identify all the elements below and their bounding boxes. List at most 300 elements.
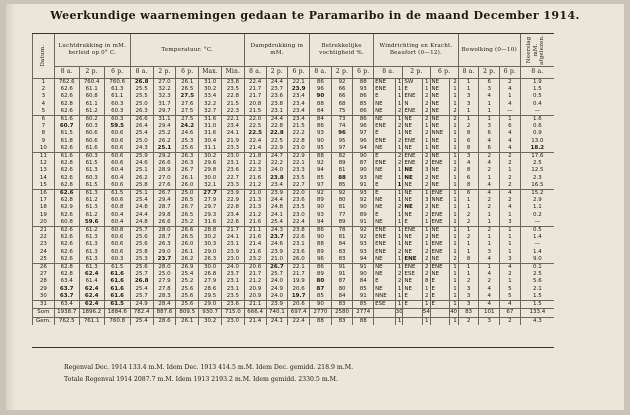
- table-cell: 94: [353, 145, 374, 153]
- table-cell: 21.2: [244, 278, 266, 285]
- table-cell: 1: [395, 256, 403, 264]
- table-cell: 61.6: [104, 271, 130, 278]
- table-cell: 6: [500, 123, 521, 130]
- table-cell: 21.3: [244, 204, 266, 211]
- table-cell: 91: [353, 219, 374, 227]
- table-cell: 28.3: [153, 293, 176, 301]
- table-cell: 81: [331, 167, 353, 174]
- table-cell: 27.0: [153, 175, 176, 182]
- table-cell: 3: [458, 293, 479, 301]
- table-cell: 23.9: [266, 301, 288, 309]
- table-cell: 27.6: [153, 182, 176, 190]
- row-label: 16: [33, 190, 55, 198]
- table-cell: 3: [422, 167, 430, 174]
- table-cell: 3: [458, 93, 479, 100]
- table-cell: 26.6: [153, 219, 176, 227]
- table-cell: 28.8: [199, 227, 222, 235]
- table-cell: 1: [450, 264, 459, 272]
- table-cell: 4: [479, 301, 500, 309]
- observation-table: [32, 34, 554, 325]
- row-label: 17: [33, 197, 55, 204]
- table-cell: 32.2: [199, 101, 222, 108]
- table-cell: 89: [331, 160, 353, 167]
- table-cell: 81: [331, 234, 353, 241]
- table-cell: 24.3: [266, 227, 288, 235]
- table-cell: 2: [479, 227, 500, 235]
- table-cell: 1: [395, 286, 403, 293]
- table-cell: 5: [500, 286, 521, 293]
- sub-header: 6 p.: [288, 67, 310, 79]
- table-cell: 1: [395, 241, 403, 248]
- table-cell: 782.4: [130, 309, 153, 317]
- table-cell: 28.0: [153, 227, 176, 235]
- table-row: [33, 160, 555, 167]
- table-cell: 21.2: [244, 182, 266, 190]
- table-cell: 23.8: [222, 79, 245, 87]
- table-cell: 1: [395, 167, 403, 174]
- table-cell: 31.6: [199, 116, 222, 124]
- table-cell: 1: [450, 219, 459, 227]
- table-cell: 23.4: [222, 212, 245, 219]
- table-cell: 23.1: [288, 241, 310, 248]
- table-cell: 23.5: [222, 86, 245, 93]
- table-cell: NE: [430, 256, 450, 264]
- table-cell: 61.6: [54, 153, 79, 161]
- table-cell: 29.0: [153, 249, 176, 256]
- table-cell: 60.6: [104, 241, 130, 248]
- table-cell: 22.0: [288, 190, 310, 198]
- table-cell: 1: [450, 101, 459, 108]
- table-cell: 61.5: [104, 264, 130, 272]
- table-row: [33, 234, 555, 241]
- table-cell: 23.0: [222, 317, 245, 325]
- row-label: Som: [33, 309, 55, 317]
- table-cell: 60.4: [104, 212, 130, 219]
- table-cell: 21.2: [244, 212, 266, 219]
- table-cell: 29.5: [199, 293, 222, 301]
- table-cell: —: [520, 241, 554, 248]
- table-cell: 88: [353, 317, 374, 325]
- table-cell: 1: [479, 101, 500, 108]
- table-cell: 2: [422, 204, 430, 211]
- table-cell: 1: [395, 190, 403, 198]
- table-cell: 2774: [353, 309, 374, 317]
- table-cell: 25.2: [176, 278, 199, 285]
- header-windrichting: Windrichting en Kracht. Beaufort (0—12).: [374, 34, 459, 67]
- table-cell: 66: [331, 86, 353, 93]
- table-cell: 1: [395, 293, 403, 301]
- table-cell: 26.8: [130, 278, 153, 285]
- table-cell: 4: [479, 190, 500, 198]
- table-cell: 1: [395, 93, 403, 100]
- table-cell: 4: [479, 160, 500, 167]
- table-cell: 62.4: [79, 286, 104, 293]
- table-cell: 1.5: [520, 293, 554, 301]
- table-cell: E: [403, 86, 423, 93]
- table-cell: 23.4: [288, 108, 310, 116]
- table-cell: 60.6: [79, 138, 104, 145]
- table-cell: 61.3: [104, 86, 130, 93]
- table-cell: 1: [422, 79, 430, 87]
- table-cell: 0.5: [520, 93, 554, 100]
- table-cell: 24.6: [176, 130, 199, 137]
- sub-header: 6 p.: [500, 67, 521, 79]
- table-row: [33, 190, 555, 198]
- table-cell: 22.4: [288, 219, 310, 227]
- table-row: [33, 256, 555, 264]
- table-cell: 715.0: [222, 309, 245, 317]
- table-cell: 61.5: [104, 301, 130, 309]
- table-cell: 2.1: [520, 286, 554, 293]
- table-cell: 2.5: [520, 160, 554, 167]
- table-cell: 86: [353, 108, 374, 116]
- table-cell: 1: [500, 241, 521, 248]
- table-cell: 61.1: [79, 101, 104, 108]
- table-cell: [374, 309, 396, 317]
- table-cell: 2770: [309, 309, 331, 317]
- table-cell: 29.8: [153, 212, 176, 219]
- table-cell: 101: [479, 309, 500, 317]
- table-cell: ENE: [430, 249, 450, 256]
- table-cell: 1: [479, 241, 500, 248]
- row-label: 31: [33, 301, 55, 309]
- table-cell: 26.5: [176, 197, 199, 204]
- table-cell: 27.5: [176, 108, 199, 116]
- table-cell: 62.6: [54, 86, 79, 93]
- table-cell: 25.4: [130, 286, 153, 293]
- table-cell: 1: [395, 234, 403, 241]
- table-cell: 24.8: [130, 219, 153, 227]
- table-cell: 23.8: [266, 175, 288, 182]
- table-cell: 21.0: [244, 190, 266, 198]
- table-cell: 25.3: [130, 256, 153, 264]
- table-cell: 3: [500, 219, 521, 227]
- table-cell: 93: [309, 212, 331, 219]
- table-row: [33, 108, 555, 116]
- table-cell: 22.3: [222, 108, 245, 116]
- table-cell: 23.1: [222, 160, 245, 167]
- table-cell: 1: [500, 212, 521, 219]
- table-cell: 23.9: [266, 249, 288, 256]
- summary-row: [33, 317, 555, 325]
- row-label: 22: [33, 234, 55, 241]
- table-cell: NE: [403, 204, 423, 211]
- table-cell: 1884.6: [104, 309, 130, 317]
- table-cell: 62.9: [54, 204, 79, 211]
- table-cell: 85: [353, 101, 374, 108]
- table-cell: 60.6: [79, 130, 104, 137]
- row-label: 4: [33, 101, 55, 108]
- table-cell: 62.6: [54, 249, 79, 256]
- table-cell: 22.0: [244, 116, 266, 124]
- table-cell: 2: [458, 212, 479, 219]
- table-cell: 60.8: [54, 219, 79, 227]
- table-row: [33, 278, 555, 285]
- table-cell: 1: [500, 93, 521, 100]
- table-cell: 23.3: [288, 167, 310, 174]
- table-cell: 8: [422, 278, 430, 285]
- table-cell: 92: [309, 190, 331, 198]
- table-cell: 2580: [331, 309, 353, 317]
- table-cell: 23.6: [222, 167, 245, 174]
- table-cell: 23.4: [288, 116, 310, 124]
- table-cell: 61.3: [79, 190, 104, 198]
- table-row: [33, 197, 555, 204]
- row-label: 15: [33, 182, 55, 190]
- table-cell: 2: [422, 264, 430, 272]
- table-cell: 20.6: [244, 264, 266, 272]
- table-cell: 2: [422, 160, 430, 167]
- table-cell: 2: [395, 138, 403, 145]
- row-label: 21: [33, 227, 55, 235]
- row-label: 24: [33, 249, 55, 256]
- table-cell: 61.5: [79, 182, 104, 190]
- table-cell: 4: [500, 138, 521, 145]
- table-cell: 30.2: [199, 317, 222, 325]
- table-cell: 62.6: [54, 234, 79, 241]
- table-cell: 60.2: [79, 116, 104, 124]
- table-cell: [430, 317, 450, 325]
- table-cell: 61.2: [79, 212, 104, 219]
- table-cell: 24.0: [222, 264, 245, 272]
- table-cell: ENE: [430, 264, 450, 272]
- table-cell: ESE: [374, 301, 396, 309]
- table-cell: NE: [430, 182, 450, 190]
- table-cell: 25.2: [153, 130, 176, 137]
- table-cell: NE: [374, 219, 396, 227]
- table-cell: 20.9: [244, 293, 266, 301]
- table-cell: 25.6: [176, 293, 199, 301]
- table-cell: 80: [331, 197, 353, 204]
- table-cell: 25.0: [130, 138, 153, 145]
- table-cell: NE: [430, 116, 450, 124]
- table-cell: 27.9: [199, 278, 222, 285]
- table-cell: 21.7: [222, 227, 245, 235]
- table-cell: 1: [422, 219, 430, 227]
- table-cell: 61.3: [79, 234, 104, 241]
- table-cell: 62.8: [54, 271, 79, 278]
- table-cell: 92: [331, 79, 353, 87]
- table-cell: 84: [331, 293, 353, 301]
- table-cell: 26.8: [199, 271, 222, 278]
- header-temperatuur: Temperatuur. °C.: [130, 34, 244, 67]
- table-cell: 87: [331, 278, 353, 285]
- table-cell: 762.6: [54, 79, 79, 87]
- table-cell: 21.0: [266, 256, 288, 264]
- table-cell: NE: [374, 145, 396, 153]
- table-row: [33, 130, 555, 137]
- table-cell: 24.7: [266, 153, 288, 161]
- table-cell: E: [430, 278, 450, 285]
- row-label: 10: [33, 145, 55, 153]
- table-cell: 1: [458, 249, 479, 256]
- table-cell: 86: [309, 264, 331, 272]
- table-row: [33, 138, 555, 145]
- table-cell: 28.6: [153, 317, 176, 325]
- table-cell: 8: [458, 182, 479, 190]
- table-cell: 26.5: [176, 212, 199, 219]
- table-cell: 21.2: [244, 160, 266, 167]
- table-cell: 2: [450, 79, 459, 87]
- table-cell: 2: [458, 317, 479, 325]
- sub-header: 2 p.: [403, 67, 430, 79]
- table-cell: 26.0: [176, 241, 199, 248]
- table-cell: 31.1: [153, 116, 176, 124]
- table-cell: 1.6: [520, 116, 554, 124]
- table-cell: 21.1: [244, 301, 266, 309]
- table-cell: 60.4: [104, 167, 130, 174]
- table-cell: 80: [331, 286, 353, 293]
- table-cell: E: [374, 93, 396, 100]
- table-cell: 1.5: [520, 301, 554, 309]
- table-cell: 60.6: [104, 249, 130, 256]
- table-cell: 90: [353, 153, 374, 161]
- table-cell: 63.4: [54, 301, 79, 309]
- table-cell: 1: [422, 227, 430, 235]
- table-cell: 60.6: [104, 160, 130, 167]
- table-cell: 94: [309, 219, 331, 227]
- table-cell: 61.3: [79, 167, 104, 174]
- table-cell: 30.2: [199, 153, 222, 161]
- table-cell: 1: [458, 197, 479, 204]
- table-cell: 25.1: [130, 167, 153, 174]
- table-cell: 26.3: [176, 153, 199, 161]
- table-cell: 23.0: [288, 145, 310, 153]
- row-label: Gem.: [33, 317, 55, 325]
- table-cell: 93: [353, 190, 374, 198]
- table-cell: 77: [331, 212, 353, 219]
- table-row: [33, 123, 555, 130]
- table-cell: 1: [450, 249, 459, 256]
- table-cell: 93: [353, 175, 374, 182]
- table-cell: 18.2: [520, 145, 554, 153]
- table-cell: 2.3: [520, 175, 554, 182]
- table-cell: 1: [458, 271, 479, 278]
- table-cell: 26.7: [176, 204, 199, 211]
- table-cell: 23.9: [288, 86, 310, 93]
- sub-header: 8 a.: [54, 67, 79, 79]
- table-cell: 21.3: [244, 197, 266, 204]
- table-cell: 1: [422, 123, 430, 130]
- table-cell: 23.2: [244, 256, 266, 264]
- table-cell: NE: [374, 108, 396, 116]
- table-cell: NE: [403, 182, 423, 190]
- table-cell: 22.4: [288, 317, 310, 325]
- row-label: 14: [33, 175, 55, 182]
- table-cell: 61.3: [79, 249, 104, 256]
- table-cell: 1: [458, 241, 479, 248]
- table-cell: 60.3: [104, 101, 130, 108]
- table-cell: NE: [430, 138, 450, 145]
- table-cell: 1: [458, 116, 479, 124]
- table-cell: 90: [309, 301, 331, 309]
- table-cell: 1: [450, 212, 459, 219]
- table-cell: ENE: [430, 212, 450, 219]
- table-cell: 88: [309, 317, 331, 325]
- table-cell: 2: [479, 167, 500, 174]
- table-cell: 86: [353, 116, 374, 124]
- table-cell: 1: [422, 241, 430, 248]
- table-cell: 85: [309, 293, 331, 301]
- table-cell: 2: [395, 123, 403, 130]
- table-cell: 62.4: [79, 271, 104, 278]
- table-cell: 21.4: [244, 317, 266, 325]
- table-cell: 24.2: [176, 123, 199, 130]
- table-cell: 2: [422, 271, 430, 278]
- table-cell: 2: [422, 108, 430, 116]
- sub-header: Max.: [199, 67, 222, 79]
- table-cell: 1: [450, 138, 459, 145]
- table-cell: 30.3: [199, 241, 222, 248]
- table-cell: 60.3: [104, 116, 130, 124]
- table-cell: 89: [309, 271, 331, 278]
- table-cell: 74: [331, 123, 353, 130]
- table-cell: ENE: [403, 93, 423, 100]
- table-cell: 8: [458, 145, 479, 153]
- table-cell: NE: [430, 153, 450, 161]
- table-cell: 23.1: [222, 241, 245, 248]
- table-cell: 97: [353, 130, 374, 137]
- table-cell: 28.0: [153, 264, 176, 272]
- table-cell: NNE: [430, 130, 450, 137]
- table-cell: 62.4: [79, 293, 104, 301]
- table-cell: 26.3: [199, 256, 222, 264]
- table-cell: 88: [309, 101, 331, 108]
- table-cell: 2: [395, 108, 403, 116]
- table-cell: 26.6: [176, 227, 199, 235]
- table-cell: 63.7: [54, 293, 79, 301]
- table-cell: 4: [500, 264, 521, 272]
- table-cell: 81: [331, 204, 353, 211]
- table-cell: 4: [458, 160, 479, 167]
- table-cell: 21.6: [244, 234, 266, 241]
- table-cell: 32.1: [199, 182, 222, 190]
- table-cell: 92: [309, 160, 331, 167]
- table-cell: 25.7: [130, 271, 153, 278]
- header-dampdrukking: Dampdrukking in mM.: [244, 34, 309, 67]
- table-cell: 1: [422, 145, 430, 153]
- table-cell: 25.7: [130, 227, 153, 235]
- table-cell: NE: [374, 271, 396, 278]
- table-cell: 28.9: [153, 167, 176, 174]
- table-cell: 22.4: [244, 79, 266, 87]
- table-cell: 1: [450, 293, 459, 301]
- table-cell: NE: [403, 278, 423, 285]
- table-cell: 22.8: [222, 204, 245, 211]
- table-cell: NE: [430, 175, 450, 182]
- row-label: 20: [33, 219, 55, 227]
- table-cell: 133.4: [520, 309, 554, 317]
- table-cell: 78: [331, 227, 353, 235]
- row-label: 3: [33, 93, 55, 100]
- header-datum: Datum.: [33, 34, 55, 79]
- table-cell: 1: [458, 108, 479, 116]
- table-cell: 23.9: [222, 190, 245, 198]
- table-cell: 22.7: [288, 182, 310, 190]
- table-cell: 23.0: [222, 153, 245, 161]
- table-row: [33, 167, 555, 174]
- table-cell: 2: [422, 234, 430, 241]
- table-cell: 2: [500, 197, 521, 204]
- table-cell: 61.5: [54, 130, 79, 137]
- table-cell: 25.6: [176, 286, 199, 293]
- table-cell: 60.3: [104, 108, 130, 116]
- table-cell: 1938.7: [54, 309, 79, 317]
- table-cell: 28.4: [153, 301, 176, 309]
- table-cell: 1: [450, 145, 459, 153]
- table-row: [33, 101, 555, 108]
- table-cell: 92: [353, 234, 374, 241]
